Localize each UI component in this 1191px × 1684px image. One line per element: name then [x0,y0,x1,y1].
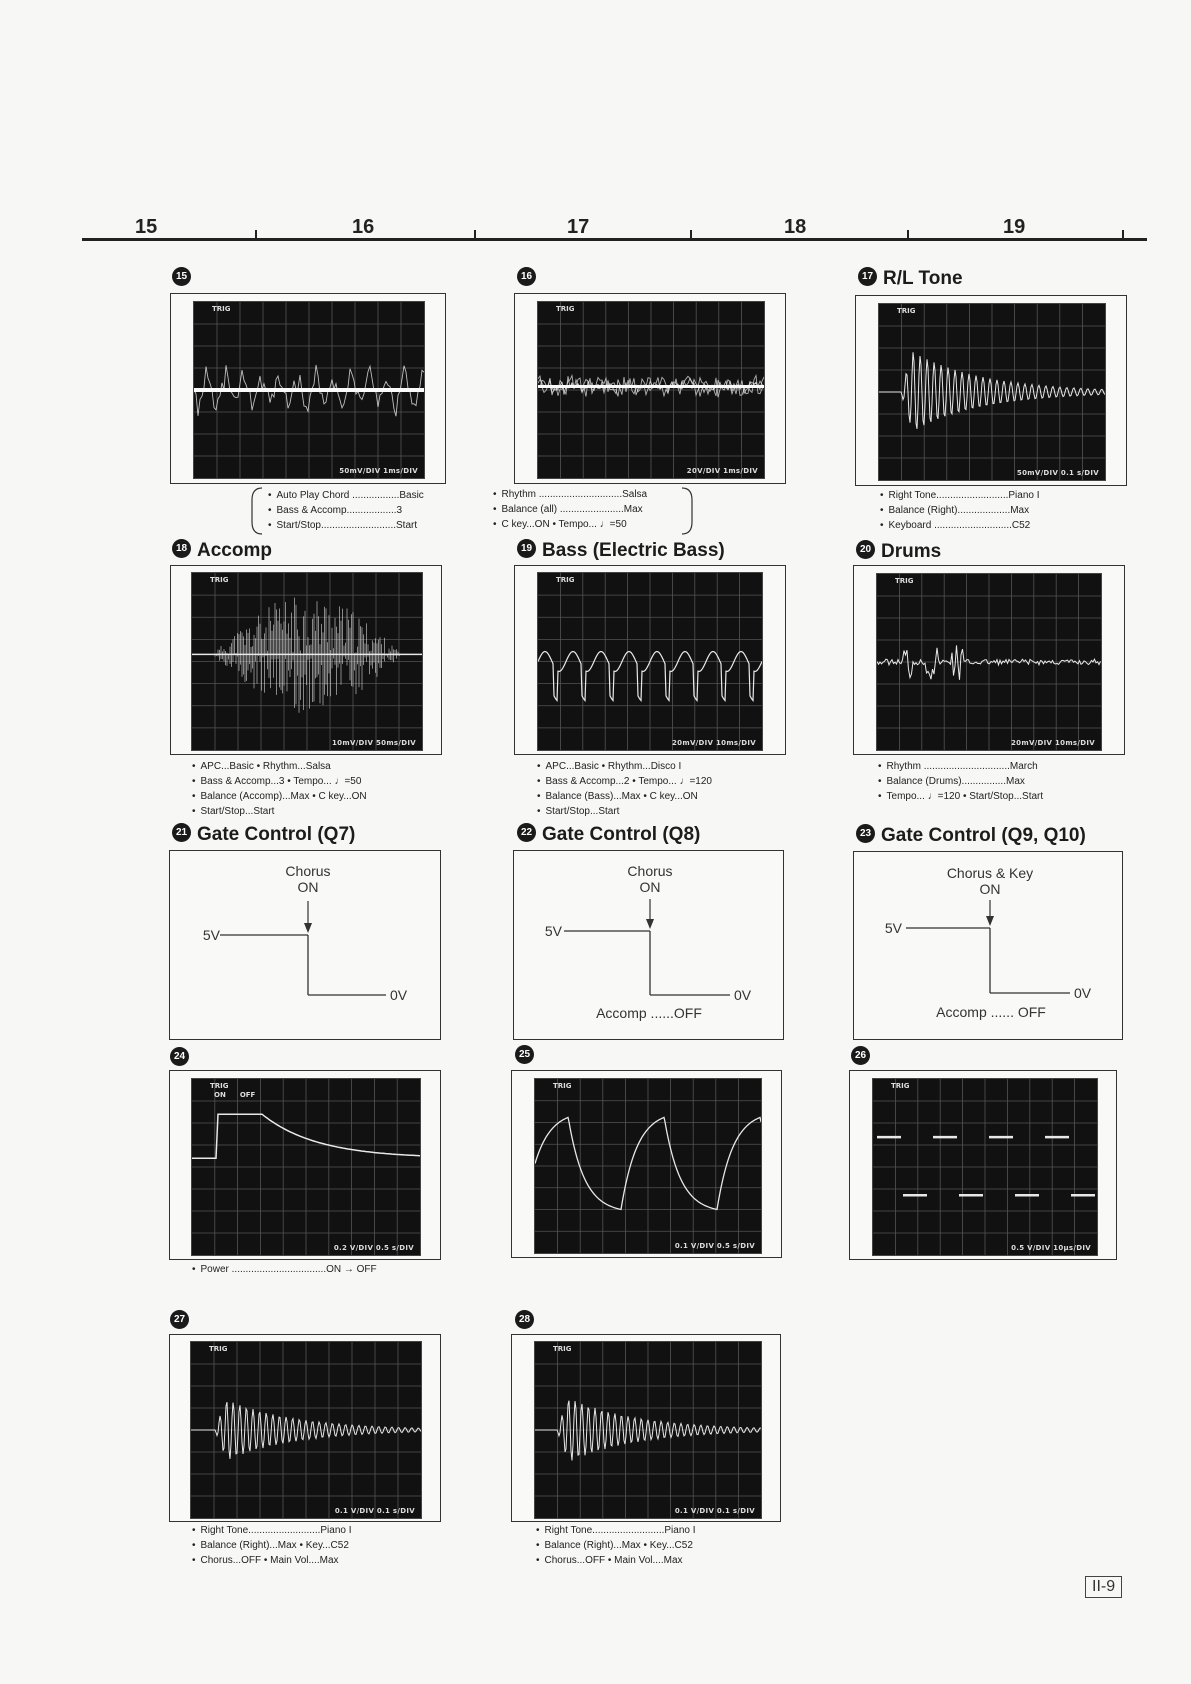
section-21-heading [172,824,355,846]
scope-scale-readout: 20V/DIV 1ms/DIV [686,467,758,475]
settings-notes-27 [192,1523,352,1568]
oscilloscope-screen-28 [534,1341,762,1519]
on-marker: ON [214,1091,226,1099]
scope-scale-readout: 0.1 V/DIV 0.5 s/DIV [674,1242,755,1250]
trig-label: TRIG [556,305,575,313]
trig-label: TRIG [895,577,914,585]
settings-notes-18 [192,759,367,819]
ruler-tick [255,230,257,240]
settings-line: • Auto Play Chord .................Basic [268,488,424,503]
gate-diagram-21 [169,850,441,1040]
scope-scale-readout: 50mV/DIV 1ms/DIV [339,467,418,475]
section-number-badge: 24 [170,1047,189,1066]
settings-line: • Rhythm ..............................Salsa [493,487,647,502]
scope-scale-readout: 0.2 V/DIV 0.5 s/DIV [333,1244,414,1252]
gate-event-state: ON [639,879,661,895]
section-25-heading [515,1046,540,1068]
trig-label: TRIG [212,305,231,313]
settings-line: • Bass & Accomp..................3 [268,503,424,518]
section-title: Gate Control (Q8) [542,824,701,845]
settings-line: • Keyboard ............................C52 [880,518,1040,533]
oscilloscope-screen-24 [191,1078,421,1256]
oscilloscope-screen-16 [537,301,765,479]
scope-photo-frame-25 [511,1070,782,1258]
settings-line: • Right Tone..........................Piano I [880,488,1040,503]
settings-line: • Balance (all) .......................Max [493,502,647,517]
scope-scale-readout: 0.1 V/DIV 0.1 s/DIV [334,1507,415,1515]
ruler-label-17: 17 [567,216,590,238]
scope-scale-readout: 0.1 V/DIV 0.1 s/DIV [674,1507,755,1515]
section-title: Drums [881,541,942,562]
settings-line: • Start/Stop...Start [537,804,712,819]
ruler-tick [474,230,476,240]
scope-scale-readout: 20mV/DIV 10ms/DIV [1011,739,1095,747]
oscilloscope-screen-19 [537,572,763,751]
settings-notes-19 [537,759,712,819]
waveform-graphic [191,1342,421,1518]
section-16-heading [517,268,542,290]
settings-line: • Balance (Right)...................Max [880,503,1040,518]
scope-photo-frame-15 [170,293,446,484]
settings-line: • Rhythm ...............................March [878,759,1043,774]
power-state-markers [214,1091,269,1099]
settings-line: • Chorus...OFF • Main Vol....Max [536,1553,696,1568]
settings-line: • C key...ON • Tempo... ♩=50 [493,517,647,532]
section-ruler [82,238,1147,241]
section-number-badge: 20 [856,540,875,559]
section-title: Gate Control (Q7) [197,824,356,845]
ruler-label-16: 16 [352,216,375,238]
settings-line: • Balance (Accomp)...Max • C key...ON [192,789,367,804]
section-23-heading [856,825,1086,847]
scope-photo-frame-26 [849,1070,1117,1260]
section-number-badge: 18 [172,539,191,558]
section-title: Gate Control (Q9, Q10) [881,825,1086,846]
scope-scale-readout: 50mV/DIV 0.1 s/DIV [1016,469,1099,477]
settings-line: • Chorus...OFF • Main Vol....Max [192,1553,352,1568]
section-18-heading [172,540,272,562]
section-number-badge: 21 [172,823,191,842]
gate-event-state: ON [979,881,1001,897]
page-number: II-9 [1085,1576,1122,1598]
section-number-badge: 23 [856,824,875,843]
accomp-condition-label: Accomp ...... OFF [936,1004,1046,1020]
settings-line: • APC...Basic • Rhythm...Salsa [192,759,367,774]
settings-line: • Balance (Bass)...Max • C key...ON [537,789,712,804]
gate-event-label: Chorus & Key [946,865,1034,881]
settings-notes-17 [880,488,1040,533]
scope-scale-readout: 0.5 V/DIV 10μs/DIV [1011,1244,1091,1252]
oscilloscope-screen-27 [190,1341,422,1519]
ruler-tick [1122,230,1124,240]
high-level-label: 5V [884,920,902,936]
section-number-badge: 26 [851,1046,870,1065]
low-level-label: 0V [734,987,752,1003]
waveform-graphic [535,1342,761,1518]
settings-line: • Bass & Accomp...3 • Tempo... ♩=50 [192,774,367,789]
settings-line: • Balance (Drums)................Max [878,774,1043,789]
scope-photo-frame-17 [855,295,1127,486]
waveform-graphic [538,573,762,750]
trig-label: TRIG [556,576,575,584]
accomp-condition-label: Accomp ......OFF [596,1005,702,1021]
section-title: R/L Tone [883,268,963,289]
section-title: Accomp [197,540,272,561]
scope-scale-readout: 10mV/DIV 50ms/DIV [332,739,416,747]
gate-event-label: Chorus [285,863,331,879]
waveform-graphic [192,1079,420,1255]
scope-photo-frame-20 [853,565,1125,755]
settings-notes-20 [878,759,1043,804]
settings-notes-16 [493,487,647,532]
waveform-graphic [873,1079,1097,1255]
settings-notes-24 [192,1262,377,1277]
ruler-label-15: 15 [135,216,158,238]
section-20-heading [856,541,941,563]
waveform-graphic [194,302,424,478]
settings-line: • Power ..................................ON → OFF [192,1262,377,1277]
trig-label: TRIG [553,1082,572,1090]
settings-line: • Balance (Right)...Max • Key...C52 [192,1538,352,1553]
gate-diagram-22 [513,850,784,1040]
scope-photo-frame-16 [514,293,786,484]
section-number-badge: 19 [517,539,536,558]
section-15-heading [172,268,197,290]
waveform-graphic [192,573,422,750]
section-number-badge: 17 [858,267,877,286]
section-28-heading [515,1311,540,1333]
settings-line: • Start/Stop...Start [192,804,367,819]
settings-line: • Balance (Right)...Max • Key...C52 [536,1538,696,1553]
oscilloscope-screen-25 [534,1078,762,1254]
gate-event-state: ON [297,879,319,895]
section-number-badge: 22 [517,823,536,842]
scope-scale-readout: 20mV/DIV 10ms/DIV [672,739,756,747]
trig-label: TRIG [891,1082,910,1090]
settings-line: • Right Tone..........................Piano I [536,1523,696,1538]
oscilloscope-screen-26 [872,1078,1098,1256]
section-number-badge: 28 [515,1310,534,1329]
section-17-heading [858,268,963,290]
section-number-badge: 16 [517,267,536,286]
gate-event-label: Chorus [627,863,673,879]
oscilloscope-screen-18 [191,572,423,751]
waveform-graphic [535,1079,761,1253]
section-19-heading [517,540,725,562]
ruler-label-18: 18 [784,216,807,238]
settings-line: • Tempo... ♩=120 • Start/Stop...Start [878,789,1043,804]
settings-line: • Right Tone..........................Piano I [192,1523,352,1538]
waveform-graphic [538,302,764,478]
trig-label: TRIG [209,1345,228,1353]
section-number-badge: 25 [515,1045,534,1064]
section-number-badge: 15 [172,267,191,286]
ruler-tick [690,230,692,240]
scope-photo-frame-19 [514,565,786,755]
section-22-heading [517,824,700,846]
low-level-label: 0V [1074,985,1092,1001]
scope-photo-frame-18 [170,565,442,755]
ruler-tick [907,230,909,240]
oscilloscope-screen-15 [193,301,425,479]
oscilloscope-screen-17 [878,303,1106,481]
scope-photo-frame-24 [169,1070,441,1260]
low-level-label: 0V [390,987,408,1003]
trig-label: TRIG [210,1082,229,1090]
settings-notes-28 [536,1523,696,1568]
section-number-badge: 27 [170,1310,189,1329]
oscilloscope-screen-20 [876,573,1102,751]
settings-line: • APC...Basic • Rhythm...Disco I [537,759,712,774]
gate-diagram-23 [853,851,1123,1040]
high-level-label: 5V [202,927,220,943]
off-marker: OFF [239,1091,256,1099]
settings-line: • Start/Stop...........................Start [268,518,424,533]
section-24-heading [170,1048,195,1070]
scope-photo-frame-28 [511,1334,781,1522]
waveform-graphic [877,574,1101,750]
trig-label: TRIG [553,1345,572,1353]
scope-photo-frame-27 [169,1334,441,1522]
section-27-heading [170,1311,195,1333]
high-level-label: 5V [544,923,562,939]
section-title: Bass (Electric Bass) [542,540,725,561]
trig-label: TRIG [210,576,229,584]
settings-notes-15 [268,488,424,533]
ruler-label-19: 19 [1003,216,1026,238]
waveform-graphic [879,304,1105,480]
section-26-heading [851,1047,876,1069]
settings-line: • Bass & Accomp...2 • Tempo... ♩=120 [537,774,712,789]
trig-label: TRIG [897,307,916,315]
